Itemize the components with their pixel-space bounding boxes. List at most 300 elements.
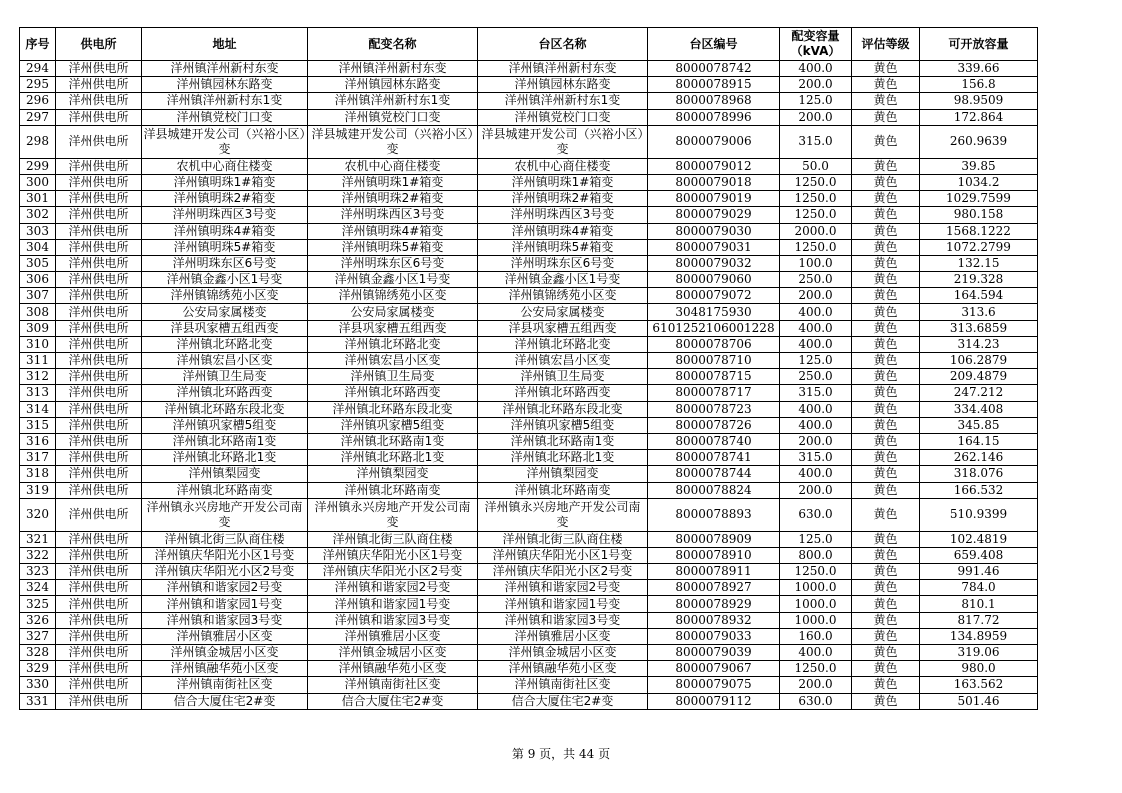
table-cell: 洋州镇北街三队商住楼 [478,531,648,547]
table-cell: 黄色 [852,580,920,596]
table-cell: 400.0 [780,645,852,661]
table-cell: 洋州镇党校门口变 [142,109,308,125]
table-cell: 1029.7599 [920,191,1038,207]
table-cell: 洋州明珠东区6号变 [142,255,308,271]
table-cell: 400.0 [780,320,852,336]
table-cell: 洋州镇南街社区变 [308,677,478,693]
table-cell: 黄色 [852,239,920,255]
table-cell: 洋州镇庆华阳光小区2号变 [308,564,478,580]
table-cell: 8000078915 [648,77,780,93]
table-cell: 黄色 [852,450,920,466]
table-cell: 黄色 [852,645,920,661]
table-cell: 洋州供电所 [56,628,142,644]
table-row [20,369,1038,385]
table-cell: 8000078893 [648,498,780,531]
table-cell: 8000078726 [648,417,780,433]
table-cell: 305 [20,255,56,271]
table-cell: 洋州镇南街社区变 [478,677,648,693]
table-cell: 1000.0 [780,580,852,596]
table-cell: 洋州镇北环路北变 [308,336,478,352]
table-cell: 洋州镇洋州新村东变 [478,61,648,77]
table-cell: 洋州镇巩家槽5组变 [142,417,308,433]
table-cell: 洋州供电所 [56,272,142,288]
table-row [20,288,1038,304]
table-cell: 洋州镇和谐家园3号变 [142,612,308,628]
table-cell: 132.15 [920,255,1038,271]
table-cell: 315.0 [780,125,852,158]
table-cell: 8000078706 [648,336,780,352]
table-cell: 黄色 [852,61,920,77]
table-cell: 8000079033 [648,628,780,644]
table-row [20,61,1038,77]
table-cell: 黄色 [852,677,920,693]
table-cell: 洋州镇庆华阳光小区1号变 [142,547,308,563]
table-cell: 8000079030 [648,223,780,239]
table-cell: 信合大厦住宅2#变 [142,693,308,709]
table-cell: 洋州镇北环路南1变 [142,433,308,449]
table-cell: 洋州镇园林东路变 [308,77,478,93]
table-cell: 321 [20,531,56,547]
table-cell: 洋州镇锦绣苑小区变 [478,288,648,304]
table-cell: 313 [20,385,56,401]
table-cell: 洋州供电所 [56,77,142,93]
table-cell: 洋州供电所 [56,482,142,498]
table-row [20,628,1038,644]
table-cell: 黄色 [852,125,920,158]
table-row [20,693,1038,709]
table-row [20,336,1038,352]
table-cell: 1250.0 [780,191,852,207]
table-cell: 黄色 [852,547,920,563]
table-cell: 洋州供电所 [56,564,142,580]
table-cell: 313.6859 [920,320,1038,336]
table-cell: 洋州明珠西区3号变 [478,207,648,223]
table-cell: 洋州镇明珠2#箱变 [142,191,308,207]
table-row [20,255,1038,271]
table-cell: 304 [20,239,56,255]
table-cell: 洋州镇北环路东段北变 [142,401,308,417]
table-cell: 8000078824 [648,482,780,498]
table-cell: 洋州供电所 [56,125,142,158]
table-row [20,191,1038,207]
table-cell: 洋州供电所 [56,450,142,466]
table-cell: 洋州镇金鑫小区1号变 [142,272,308,288]
col-header-address: 地址 [142,28,308,61]
table-cell: 298 [20,125,56,158]
table-cell: 洋州镇融华苑小区变 [142,661,308,677]
table-cell: 219.328 [920,272,1038,288]
table-cell: 510.9399 [920,498,1038,531]
table-cell: 8000079067 [648,661,780,677]
table-cell: 洋州供电所 [56,93,142,109]
table-cell: 洋州镇洋州新村东1变 [308,93,478,109]
col-header-index: 序号 [20,28,56,61]
table-cell: 164.594 [920,288,1038,304]
table-cell: 洋县城建开发公司（兴裕小区）变 [478,125,648,158]
table-cell: 洋州镇北环路西变 [142,385,308,401]
table-cell: 洋州镇北环路北变 [478,336,648,352]
table-cell: 洋州镇融华苑小区变 [308,661,478,677]
table-cell: 784.0 [920,580,1038,596]
table-cell: 319.06 [920,645,1038,661]
table-cell: 黄色 [852,158,920,174]
table-cell: 312 [20,369,56,385]
table-cell: 125.0 [780,531,852,547]
table-cell: 1250.0 [780,239,852,255]
header-row [20,28,1038,61]
table-row [20,125,1038,158]
table-cell: 洋州供电所 [56,207,142,223]
table-cell: 100.0 [780,255,852,271]
table-cell: 黄色 [852,255,920,271]
table-row [20,223,1038,239]
table-cell: 洋州镇明珠5#箱变 [478,239,648,255]
table-cell: 洋州镇和谐家园2号变 [478,580,648,596]
table-cell: 8000078968 [648,93,780,109]
table-cell: 400.0 [780,417,852,433]
table-cell: 8000079075 [648,677,780,693]
table-cell: 洋州镇党校门口变 [308,109,478,125]
table-cell: 294 [20,61,56,77]
table-cell: 洋州供电所 [56,417,142,433]
table-row [20,239,1038,255]
table-cell: 400.0 [780,304,852,320]
table-cell: 1000.0 [780,612,852,628]
table-cell: 洋州镇庆华阳光小区1号变 [478,547,648,563]
table-cell: 黄色 [852,191,920,207]
table-cell: 8000079019 [648,191,780,207]
table-cell: 黄色 [852,288,920,304]
table-cell: 326 [20,612,56,628]
table-cell: 洋州供电所 [56,353,142,369]
table-cell: 洋州镇北环路北1变 [308,450,478,466]
table-cell: 8000079060 [648,272,780,288]
table-cell: 630.0 [780,693,852,709]
table-cell: 洋州明珠东区6号变 [308,255,478,271]
table-cell: 洋州镇北环路南变 [142,482,308,498]
table-cell: 洋州镇明珠2#箱变 [478,191,648,207]
table-cell: 洋州供电所 [56,580,142,596]
table-cell: 洋州供电所 [56,174,142,190]
table-cell: 黄色 [852,77,920,93]
table-cell: 洋州镇明珠5#箱变 [142,239,308,255]
table-cell: 黄色 [852,174,920,190]
table-cell: 黄色 [852,304,920,320]
table-cell: 1250.0 [780,174,852,190]
table-cell: 102.4819 [920,531,1038,547]
table-row [20,482,1038,498]
table-cell: 洋州供电所 [56,547,142,563]
table-cell: 324 [20,580,56,596]
table-cell: 247.212 [920,385,1038,401]
table-cell: 319 [20,482,56,498]
table-cell: 8000078910 [648,547,780,563]
table-cell: 洋县城建开发公司（兴裕小区）变 [142,125,308,158]
table-cell: 洋州供电所 [56,612,142,628]
table-cell: 黄色 [852,353,920,369]
table-cell: 8000078717 [648,385,780,401]
col-header-area-code: 台区编号 [648,28,780,61]
table-row [20,272,1038,288]
col-header-station: 供电所 [56,28,142,61]
table-cell: 洋县巩家槽五组西变 [142,320,308,336]
table-cell: 黄色 [852,661,920,677]
table-cell: 洋州镇南街社区变 [142,677,308,693]
table-cell: 328 [20,645,56,661]
table-row [20,353,1038,369]
table-cell: 318 [20,466,56,482]
table-cell: 310 [20,336,56,352]
table-cell: 8000078744 [648,466,780,482]
table-cell: 125.0 [780,93,852,109]
table-cell: 洋州镇宏昌小区变 [478,353,648,369]
table-cell: 800.0 [780,547,852,563]
table-cell: 洋州镇金城居小区变 [308,645,478,661]
table-cell: 洋州镇明珠2#箱变 [308,191,478,207]
table-cell: 311 [20,353,56,369]
table-cell: 农机中心商住楼变 [308,158,478,174]
table-row [20,109,1038,125]
table-cell: 317 [20,450,56,466]
table-cell: 洋州镇北环路北1变 [142,450,308,466]
table-cell: 黄色 [852,433,920,449]
table-cell: 400.0 [780,466,852,482]
table-cell: 黄色 [852,272,920,288]
table-cell: 洋州镇和谐家园2号变 [142,580,308,596]
table-cell: 洋州供电所 [56,498,142,531]
table-cell: 洋州镇北环路北变 [142,336,308,352]
table-cell: 洋州镇明珠1#箱变 [478,174,648,190]
table-cell: 洋州镇园林东路变 [142,77,308,93]
table-cell: 8000079006 [648,125,780,158]
table-row [20,580,1038,596]
table-cell: 315.0 [780,385,852,401]
table-cell: 8000078996 [648,109,780,125]
table-cell: 991.46 [920,564,1038,580]
table-cell: 3048175930 [648,304,780,320]
table-cell: 洋州供电所 [56,239,142,255]
table-cell: 洋州供电所 [56,433,142,449]
table-cell: 黄色 [852,369,920,385]
table-cell: 315 [20,417,56,433]
table-cell: 297 [20,109,56,125]
table-cell: 洋州镇北环路东段北变 [308,401,478,417]
table-cell: 洋州镇党校门口变 [478,109,648,125]
table-row [20,433,1038,449]
col-header-area-name: 台区名称 [478,28,648,61]
table-cell: 164.15 [920,433,1038,449]
table-row [20,450,1038,466]
table-cell: 洋州供电所 [56,223,142,239]
table-cell: 8000078723 [648,401,780,417]
table-cell: 314.23 [920,336,1038,352]
table-cell: 洋州供电所 [56,158,142,174]
table-cell: 洋州镇巩家槽5组变 [308,417,478,433]
table-cell: 洋州供电所 [56,336,142,352]
table-cell: 200.0 [780,288,852,304]
table-cell: 166.532 [920,482,1038,498]
table-cell: 洋州镇北环路西变 [308,385,478,401]
table-cell: 200.0 [780,77,852,93]
table-cell: 303 [20,223,56,239]
table-cell: 洋州供电所 [56,369,142,385]
table-cell: 125.0 [780,353,852,369]
table-cell: 316 [20,433,56,449]
table-cell: 洋州镇明珠4#箱变 [142,223,308,239]
table-cell: 6101252106001228 [648,320,780,336]
table-cell: 1000.0 [780,596,852,612]
table-cell: 8000078932 [648,612,780,628]
table-cell: 106.2879 [920,353,1038,369]
table-cell: 洋州镇梨园变 [478,466,648,482]
table-cell: 黄色 [852,417,920,433]
table-cell: 洋州供电所 [56,677,142,693]
table-cell: 134.8959 [920,628,1038,644]
table-cell: 黄色 [852,223,920,239]
table-cell: 公安局家属楼变 [142,304,308,320]
table-cell: 50.0 [780,158,852,174]
table-cell: 洋州镇巩家槽5组变 [478,417,648,433]
table-cell: 洋州镇和谐家园1号变 [308,596,478,612]
table-cell: 659.408 [920,547,1038,563]
table-cell: 洋州镇北街三队商住楼 [142,531,308,547]
table-cell: 洋州镇金鑫小区1号变 [478,272,648,288]
table-cell: 洋州镇永兴房地产开发公司南变 [308,498,478,531]
table-row [20,77,1038,93]
table-cell: 洋州镇宏昌小区变 [142,353,308,369]
table-row [20,547,1038,563]
table-cell: 黄色 [852,482,920,498]
col-header-transformer: 配变名称 [308,28,478,61]
table-cell: 洋州镇北环路北1变 [478,450,648,466]
capacity-table [19,27,1038,710]
table-cell: 262.146 [920,450,1038,466]
col-header-grade: 评估等级 [852,28,920,61]
table-cell: 洋州镇明珠4#箱变 [478,223,648,239]
table-cell: 洋州供电所 [56,466,142,482]
table-cell: 309 [20,320,56,336]
table-cell: 黄色 [852,320,920,336]
table-cell: 洋州镇园林东路变 [478,77,648,93]
table-cell: 洋州供电所 [56,385,142,401]
table-cell: 黄色 [852,612,920,628]
table-cell: 黄色 [852,596,920,612]
table-cell: 洋州镇北环路南变 [478,482,648,498]
table-row [20,661,1038,677]
table-cell: 黄色 [852,93,920,109]
table-cell: 洋州镇洋州新村东1变 [142,93,308,109]
table-cell: 1072.2799 [920,239,1038,255]
table-cell: 300 [20,174,56,190]
table-cell: 200.0 [780,482,852,498]
table-cell: 318.076 [920,466,1038,482]
table-cell: 98.9509 [920,93,1038,109]
table-cell: 980.0 [920,661,1038,677]
table-cell: 8000078741 [648,450,780,466]
table-cell: 黄色 [852,336,920,352]
table-cell: 洋州供电所 [56,661,142,677]
table-cell: 8000079029 [648,207,780,223]
table-row [20,417,1038,433]
table-cell: 黄色 [852,498,920,531]
table-cell: 黄色 [852,693,920,709]
table-cell: 8000079039 [648,645,780,661]
table-cell: 洋州供电所 [56,645,142,661]
table-cell: 810.1 [920,596,1038,612]
table-cell: 洋州供电所 [56,109,142,125]
table-cell: 163.562 [920,677,1038,693]
table-cell: 8000078740 [648,433,780,449]
table-cell: 洋州镇梨园变 [308,466,478,482]
table-row [20,320,1038,336]
table-cell: 307 [20,288,56,304]
table-cell: 1250.0 [780,207,852,223]
table-row [20,564,1038,580]
table-cell: 200.0 [780,109,852,125]
table-cell: 630.0 [780,498,852,531]
table-cell: 洋州镇宏昌小区变 [308,353,478,369]
table-cell: 公安局家属楼变 [478,304,648,320]
table-cell: 黄色 [852,109,920,125]
table-cell: 洋州供电所 [56,288,142,304]
table-cell: 洋州镇北环路东段北变 [478,401,648,417]
table-cell: 洋州镇融华苑小区变 [478,661,648,677]
table-cell: 299 [20,158,56,174]
table-cell: 洋县巩家槽五组西变 [308,320,478,336]
table-cell: 315.0 [780,450,852,466]
table-row [20,304,1038,320]
table-row [20,596,1038,612]
table-cell: 洋州供电所 [56,255,142,271]
table-cell: 洋州镇洋州新村东变 [142,61,308,77]
table-cell: 洋州镇锦绣苑小区变 [308,288,478,304]
table-cell: 洋州明珠西区3号变 [142,207,308,223]
table-cell: 洋州镇永兴房地产开发公司南变 [478,498,648,531]
table-cell: 洋州镇卫生局变 [478,369,648,385]
table-cell: 黄色 [852,401,920,417]
table-cell: 345.85 [920,417,1038,433]
table-cell: 洋州镇卫生局变 [142,369,308,385]
table-cell: 洋州镇雅居小区变 [478,628,648,644]
table-cell: 8000079031 [648,239,780,255]
table-cell: 8000079018 [648,174,780,190]
col-header-capacity: 配变容量（kVA） [780,28,852,61]
table-cell: 洋州供电所 [56,320,142,336]
table-cell: 洋州镇和谐家园1号变 [142,596,308,612]
table-cell: 洋州供电所 [56,304,142,320]
table-cell: 洋州镇永兴房地产开发公司南变 [142,498,308,531]
table-cell: 信合大厦住宅2#变 [308,693,478,709]
table-cell: 洋州镇明珠1#箱变 [142,174,308,190]
table-cell: 8000078927 [648,580,780,596]
table-cell: 洋州镇北环路南1变 [308,433,478,449]
table-cell: 洋州镇和谐家园2号变 [308,580,478,596]
table-cell: 洋州镇金鑫小区1号变 [308,272,478,288]
table-cell: 洋州镇雅居小区变 [308,628,478,644]
table-cell: 黄色 [852,466,920,482]
table-cell: 1250.0 [780,661,852,677]
table-cell: 1034.2 [920,174,1038,190]
table-row [20,645,1038,661]
table-cell: 洋州镇明珠5#箱变 [308,239,478,255]
table-cell: 320 [20,498,56,531]
table-cell: 洋州镇洋州新村东变 [308,61,478,77]
table-cell: 172.864 [920,109,1038,125]
table-cell: 8000078742 [648,61,780,77]
table-cell: 302 [20,207,56,223]
table-cell: 黄色 [852,531,920,547]
table-cell: 331 [20,693,56,709]
